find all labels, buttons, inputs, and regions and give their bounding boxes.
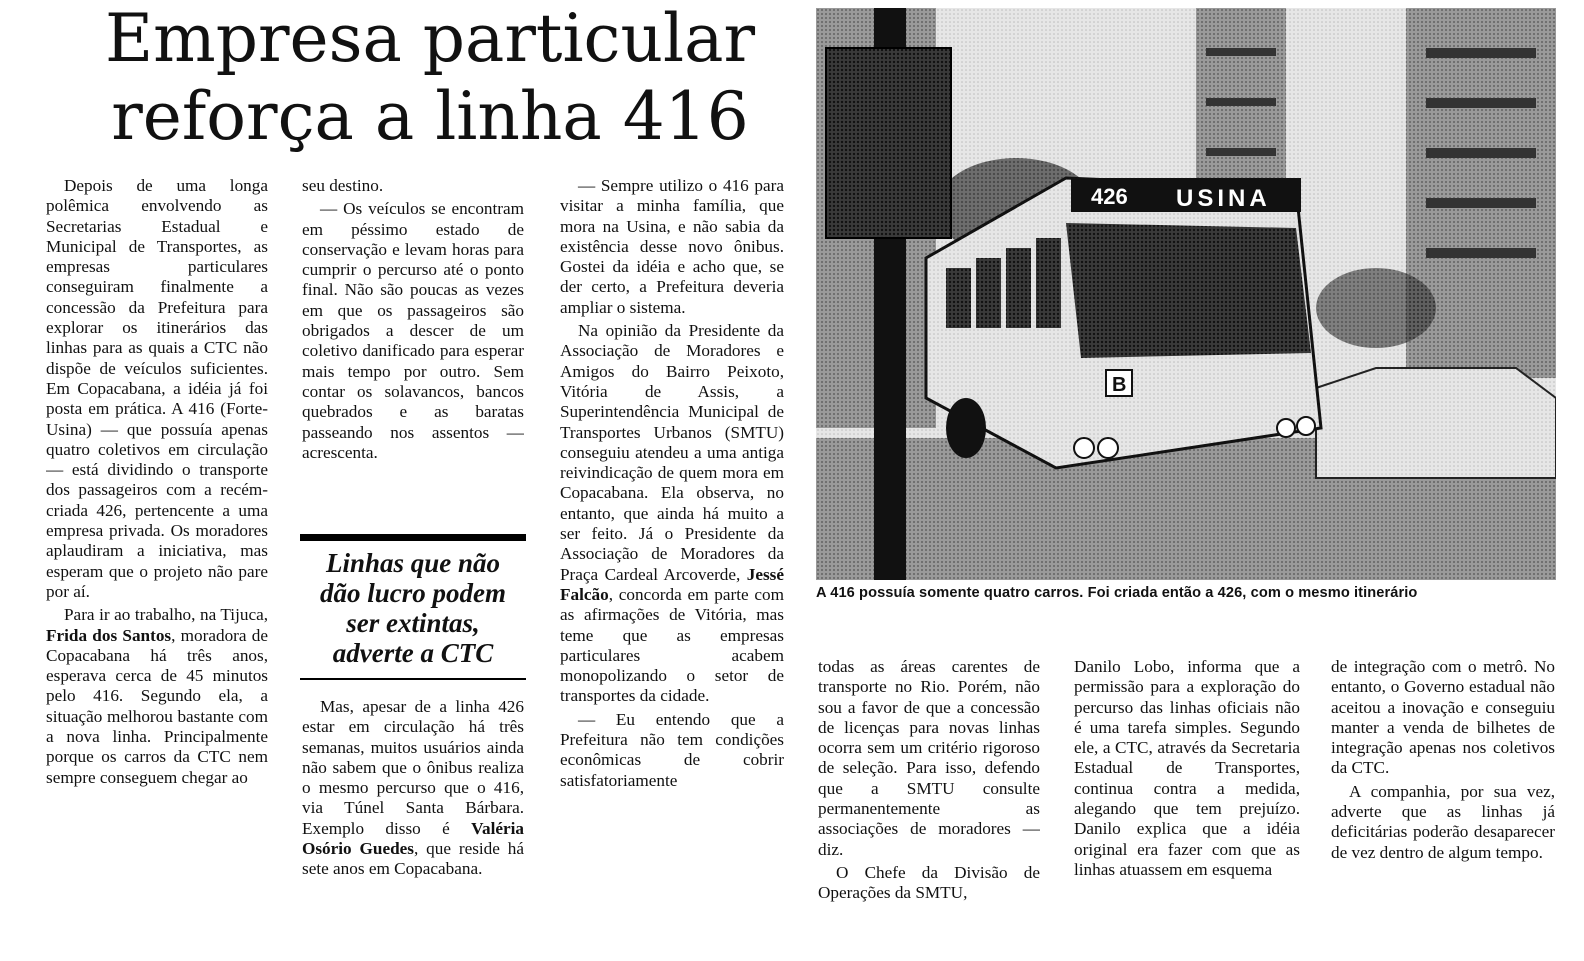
article-column-6 xyxy=(1331,657,1555,957)
article-column-5 xyxy=(1074,657,1300,957)
sidebar-bottom-rule xyxy=(300,678,526,680)
col1-text: , moradora de Copacabana há três anos, esperava cerca de 45 minutos pelo 416. Segundo ela, a situação melhorou bastante com a nova linha. Principalmente porque os carros da CTC nem sempre conseguem chegar ao xyxy=(46,625,268,787)
col2-paragraph-2: — Os veículos se encontram em péssimo estado de conservação e levam horas para cumprir o percurso até o ponto final. Não são poucas as vezes em que os passageiros são obrigados a descer de um coletivo danificado para esperar mais tempo por outro. Sem contar os solavancos, bancos quebrados e as baratas passeando nos assentos — acrescenta. xyxy=(302,199,524,462)
article-column-3 xyxy=(560,176,784,956)
article-column-4 xyxy=(818,657,1040,957)
bus-photo xyxy=(816,8,1556,580)
sidebar-title-line: Linhas que não xyxy=(325,548,501,578)
article-headline xyxy=(50,0,810,156)
col3-paragraph-2 xyxy=(560,321,784,707)
article-column-1 xyxy=(46,176,268,956)
person-name: Valéria Osório Guedes xyxy=(302,818,524,859)
col1-paragraph-2 xyxy=(46,605,268,788)
col3-text: Na opinião da Presidente da Associação de Moradores e Amigos do Bairro Peixoto, Vitória de Assis, a Superintendência Municipal de Transportes Urbanos (SMTU) conseguiu atendeu a uma antiga reivindicação de quem mora em Copacabana. Ela observa, no entanto, que ainda há muito a ser feito. Já o Presidente da Associação de Moradores da Praça Cardeal Arcoverde, xyxy=(560,321,784,584)
bus-photo-graphic xyxy=(816,8,1556,580)
headline-line-2: reforça a linha 416 xyxy=(111,78,749,155)
sidebar-column xyxy=(302,697,524,961)
headline-line-1: Empresa particular xyxy=(104,0,756,77)
sidebar-paragraph xyxy=(302,697,524,880)
col5-paragraph-1: Danilo Lobo, informa que a permissão para a exploração do percurso das linhas oficiais não é uma tarefa simples. Segundo ele, a CTC, através da Secretaria Estadual de Transportes, continua contra a medida, alegando que tem prejuízo. Danilo explica que a idéia original era fazer com que as linhas atuassem em esquema xyxy=(1074,657,1300,879)
col6-paragraph-1: de integração com o metrô. No entanto, o Governo estadual não aceitou a inovação e conseguiu manter a venda de bilhetes de integração apenas nos coletivos da CTC. xyxy=(1331,657,1555,778)
col2-paragraph-1: seu destino. xyxy=(302,176,384,195)
bus-side-letter: B xyxy=(1112,374,1127,396)
col1-paragraph-1: Depois de uma longa polêmica envolvendo as Secretarias Estadual e Municipal de Transportes, as empresas particulares conseguiram finalmente a concessão da Prefeitura para explorar os itinerários das linhas para as quais a CTC não dispõe de veículos suficientes. Em Copacabana, a idéia já foi posta em prática. A 416 (Forte-Usina) — que possuía apenas quatro coletivos em circulação — está dividindo o transporte dos passageiros com a recém-criada 426, pertencente a uma empresa privada. Os moradores aplaudiram a iniciativa, mas esperam que o projeto não pare por aí. xyxy=(46,176,268,601)
col4-paragraph-1: todas as áreas carentes de transporte no Rio. Porém, não sou a favor de que a concessão de licenças para novas linhas ocorra sem um critério rigoroso de seleção. Para isso, defendo que a SMTU consulte permanentemente as associações de moradores — diz. xyxy=(818,657,1040,859)
person-name: Jessé Falcão xyxy=(560,564,784,604)
col3-paragraph-1: — Sempre utilizo o 416 para visitar a minha família, que mora na Usina, e não sabia da existência desse novo ônibus. Gostei da idéia e acho que, se der certo, a Prefeitura deveria ampliar o sistema. xyxy=(560,176,784,317)
sidebar-title-line: dão lucro podem xyxy=(320,578,506,608)
col3-paragraph-3: — Eu entendo que a Prefeitura não tem condições econômicas de cobrir satisfatoriamente xyxy=(560,709,784,790)
col4-paragraph-2: O Chefe da Divisão de Operações da SMTU, xyxy=(818,862,1040,903)
sidebar-title-line: adverte a CTC xyxy=(332,638,494,668)
photo-caption: A 416 possuía somente quatro carros. Foi criada então a 426, com o mesmo itinerário xyxy=(816,585,1418,601)
col1-text: Para ir ao trabalho, na Tijuca, xyxy=(64,605,268,625)
sidebar-text: , que reside há sete anos em Copacabana. xyxy=(302,839,524,879)
sidebar-title xyxy=(300,548,526,668)
sidebar-title-line: ser extintas, xyxy=(346,608,480,638)
sidebar-text: Mas, apesar de a linha 426 estar em circulação há três semanas, muitos usuários ainda não sabem que o ônibus realiza o mesmo percurso que o 416, via Túnel Santa Bárbara. Exemplo disso é xyxy=(302,697,524,838)
col3-text: , concorda em parte com as afirmações de Vitória, mas teme que as empresas particulares acabem monopolizando o setor de transportes da cidade. xyxy=(560,584,784,706)
bus-route-number: 426 xyxy=(1091,184,1128,209)
sidebar-top-rule xyxy=(300,534,526,541)
bus-route-destination: USINA xyxy=(1176,185,1271,212)
person-name: Frida dos Santos xyxy=(46,625,172,645)
article-column-2 xyxy=(302,176,524,516)
col6-paragraph-2: A companhia, por sua vez, adverte que as linhas já deficitárias poderão desaparecer de vez dentro de algum tempo. xyxy=(1331,781,1555,862)
